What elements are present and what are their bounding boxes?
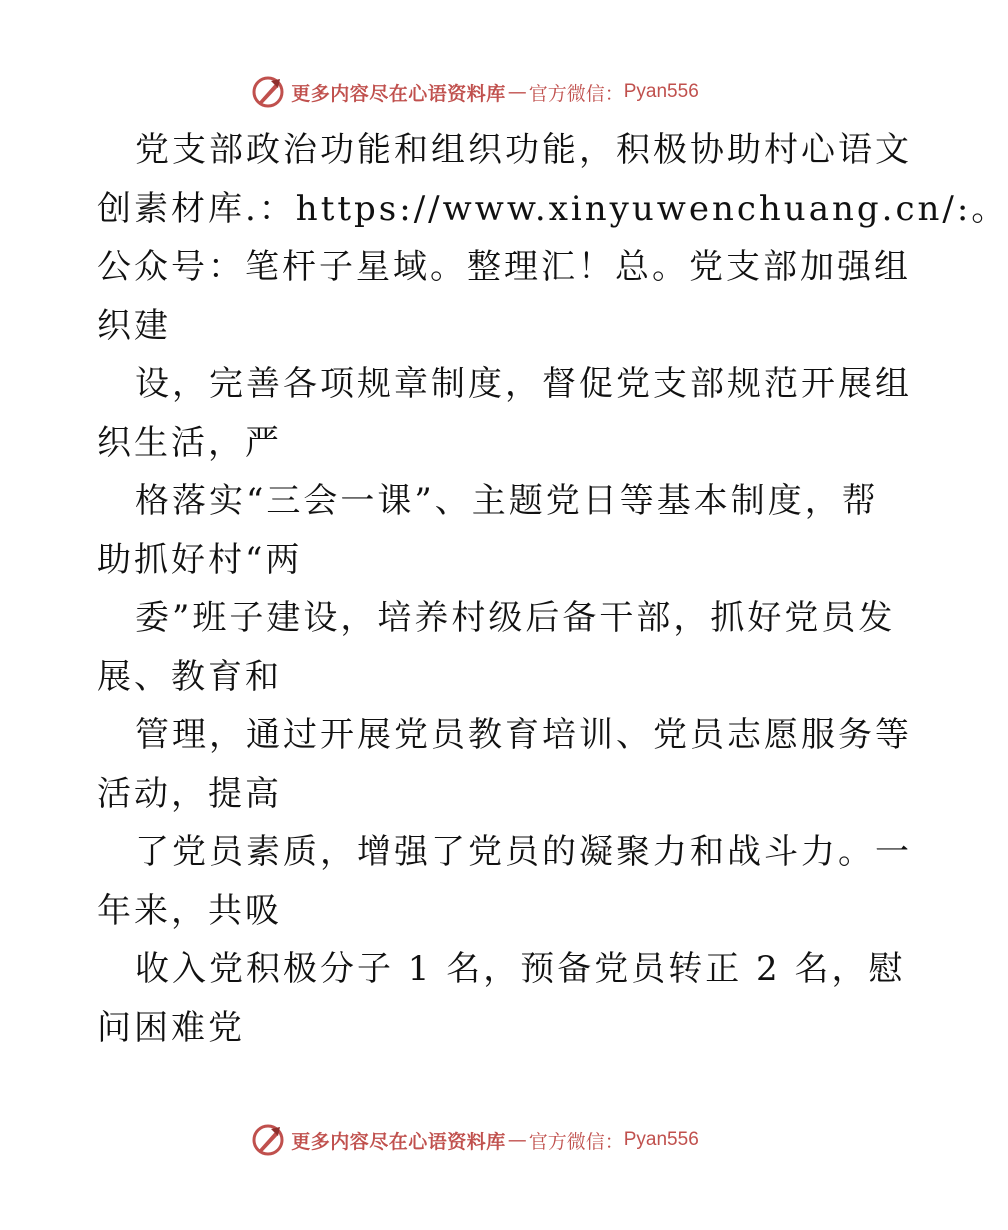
watermark-wechat-label: 官方微信： xyxy=(528,82,624,105)
body-line: 织建 xyxy=(97,305,171,346)
body-line: 委”班子建设，培养村级后备干部，抓好党员发 xyxy=(135,598,896,638)
watermark-wechat-label: 官方微信： xyxy=(528,1130,624,1153)
body-line: 活动，提高 xyxy=(97,773,282,814)
body-line: 织生活，严 xyxy=(97,422,282,463)
body-line: 展、教育和 xyxy=(97,656,282,697)
body-line: 格落实“三会一课”、主题党日等基本制度，帮 xyxy=(135,481,879,521)
quill-seal-icon xyxy=(251,75,285,109)
body-line: 问困难党 xyxy=(97,1007,245,1048)
document-body xyxy=(97,121,1008,1057)
body-line: 党支部政治功能和组织功能，积极协助村心语文 xyxy=(135,130,912,170)
watermark-dash: — xyxy=(507,1129,527,1151)
quill-seal-icon xyxy=(251,1123,285,1157)
footer-watermark xyxy=(0,1120,950,1160)
header-watermark xyxy=(0,72,950,112)
watermark-dash: — xyxy=(507,81,527,103)
watermark-text: 更多内容尽在心语资料库 xyxy=(291,1130,506,1153)
body-line: 助抓好村“两 xyxy=(97,539,303,580)
body-line: 公众号：笔杆子星域。整理汇！总。党支部加强组 xyxy=(97,247,911,287)
watermark-wechat-id: Pyan556 xyxy=(623,81,699,102)
body-line: 设，完善各项规章制度，督促党支部规范开展组 xyxy=(135,364,912,404)
watermark-text: 更多内容尽在心语资料库 xyxy=(291,82,506,105)
body-line: 创素材库.：https://www.xinyuwenchuang.cn/:。 xyxy=(97,188,1008,229)
body-line: 年来，共吸 xyxy=(97,890,282,931)
body-line: 了党员素质，增强了党员的凝聚力和战斗力。一 xyxy=(135,832,912,872)
body-line: 管理，通过开展党员教育培训、党员志愿服务等 xyxy=(135,715,912,755)
body-line: 收入党积极分子 1 名，预备党员转正 2 名，慰 xyxy=(135,949,906,989)
watermark-wechat-id: Pyan556 xyxy=(623,1129,699,1150)
